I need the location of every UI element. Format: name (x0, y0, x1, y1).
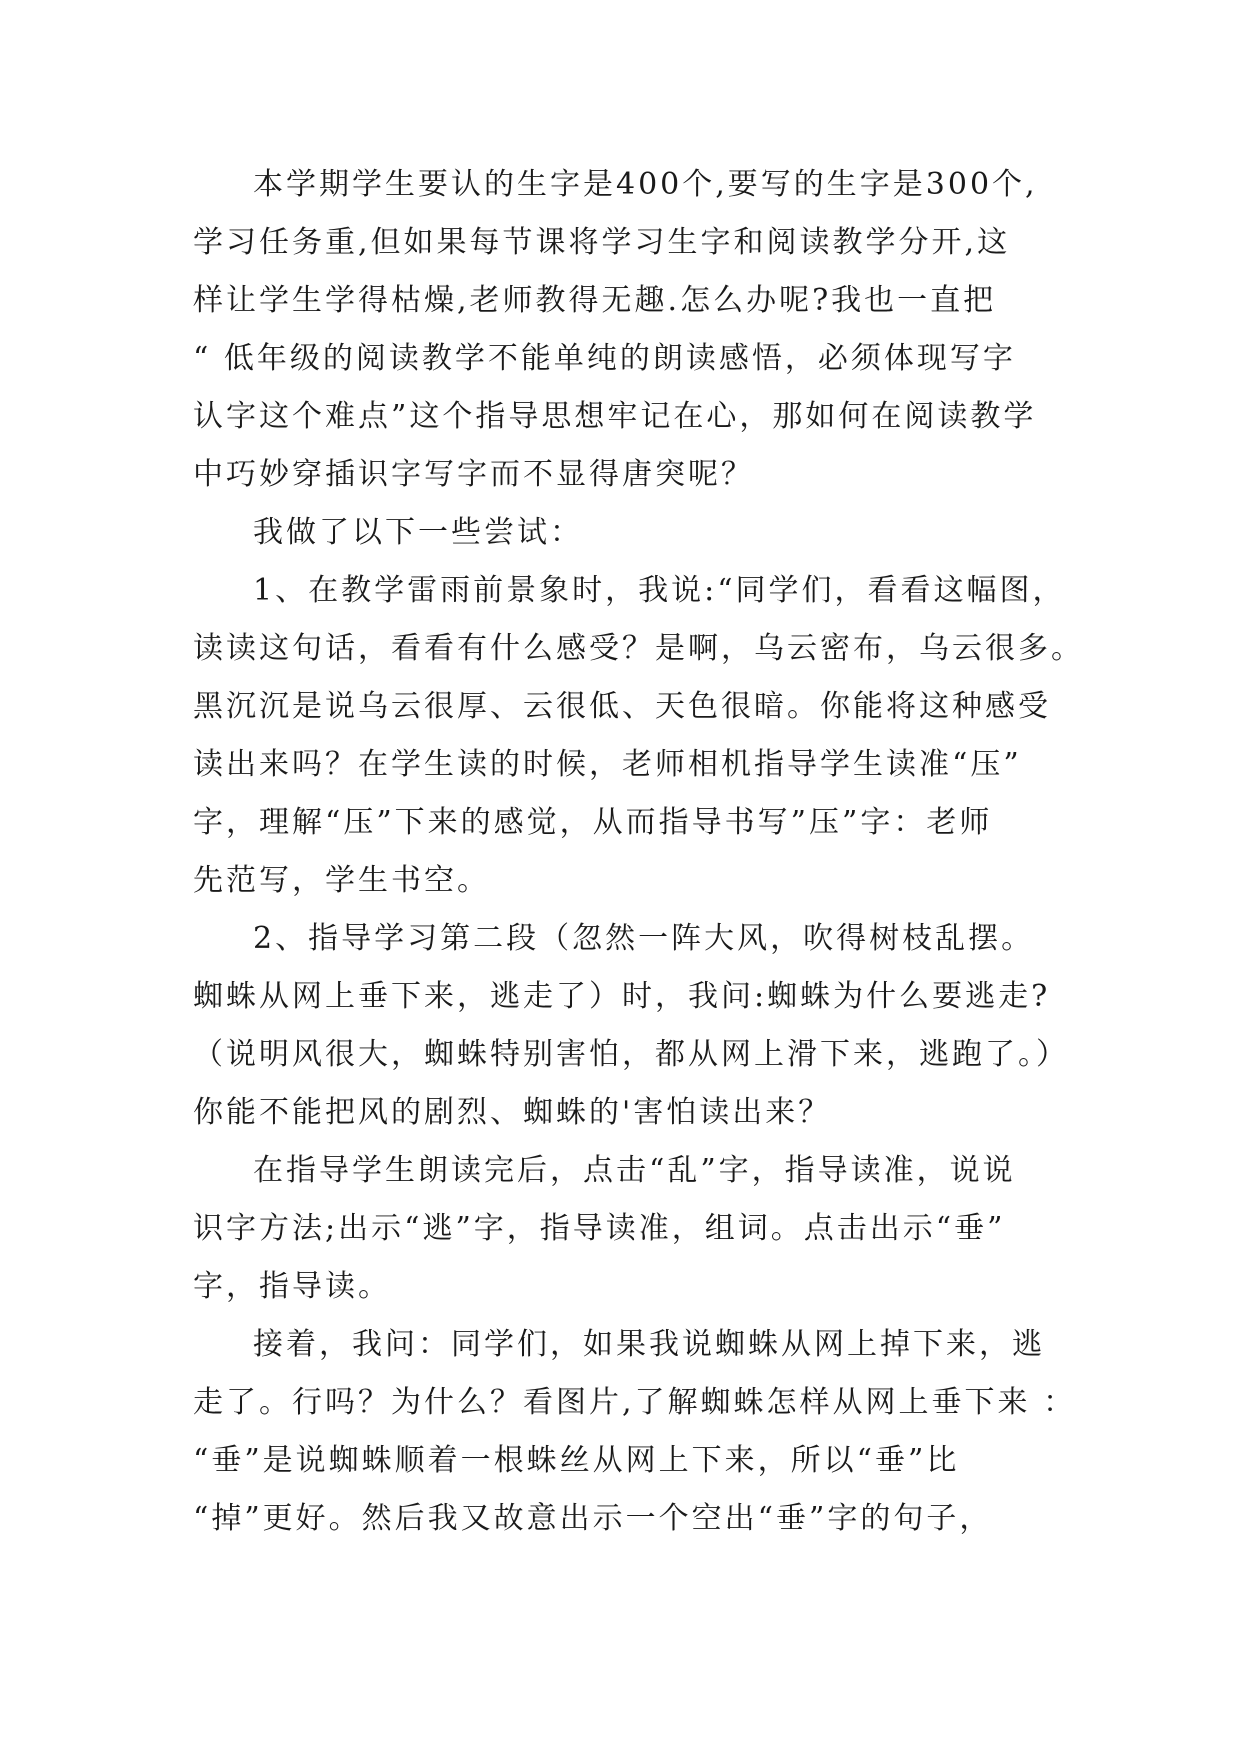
text-line: 2、指导学习第二段（忽然一阵大风，吹得树枝乱摆。 (253, 921, 1035, 956)
text-line: 在指导学生朗读完后，点击“乱”字，指导读准，说说 (253, 1153, 1016, 1188)
text-line: “垂”是说蜘蛛顺着一根蛛丝从网上下来，所以“垂”比 (193, 1443, 960, 1478)
text-line: 读读这句话，看看有什么感受？是啊，乌云密布，乌云很多。 (193, 631, 1084, 666)
text-line: 字，理解“压”下来的感觉，从而指导书写”压”字：老师 (193, 805, 993, 840)
text-line: 认字这个难点”这个指导思想牢记在心，那如何在阅读教学 (193, 399, 1037, 434)
text-line: “掉”更好。然后我又故意出示一个空出“垂”字的句子， (193, 1501, 993, 1536)
text-line: 你能不能把风的剧烈、蜘蛛的'害怕读出来？ (193, 1095, 832, 1130)
text-line: 识字方法;出示“逃”字，指导读准，组词。点击出示“垂” (193, 1211, 1006, 1246)
text-line: （说明风很大，蜘蛛特别害怕，都从网上滑下来，逃跑了。） (193, 1037, 1069, 1072)
text-line: 接着，我问：同学们，如果我说蜘蛛从网上掉下来，逃 (253, 1327, 1045, 1362)
text-line: “ 低年级的阅读教学不能单纯的朗读感悟，必须体现写字 (193, 341, 1016, 376)
text-line: 黑沉沉是说乌云很厚、云很低、天色很暗。你能将这种感受 (193, 689, 1051, 724)
body-text (193, 156, 1084, 1548)
text-line: 本学期学生要认的生字是400个,要写的生字是300个, (253, 167, 1038, 202)
text-line: 我做了以下一些尝试： (253, 515, 583, 550)
text-line: 蜘蛛从网上垂下来，逃走了）时，我问:蜘蛛为什么要逃走? (193, 979, 1051, 1014)
text-line: 走了。行吗？为什么？看图片,了解蜘蛛怎样从网上垂下来 ： (193, 1385, 1077, 1420)
text-line: 字，指导读。 (193, 1269, 391, 1304)
text-line: 中巧妙穿插识字写字而不显得唐突呢？ (193, 457, 754, 492)
text-line: 读出来吗？在学生读的时候，老师相机指导学生读准“压” (193, 747, 1022, 782)
text-line: 样让学生学得枯燥,老师教得无趣.怎么办呢?我也一直把 (193, 283, 997, 318)
text-line: 先范写，学生书空。 (193, 863, 490, 898)
text-line: 1、在教学雷雨前景象时，我说:“同学们，看看这幅图， (253, 573, 1066, 608)
text-line: 学习任务重,但如果每节课将学习生字和阅读教学分开,这 (193, 225, 1011, 260)
